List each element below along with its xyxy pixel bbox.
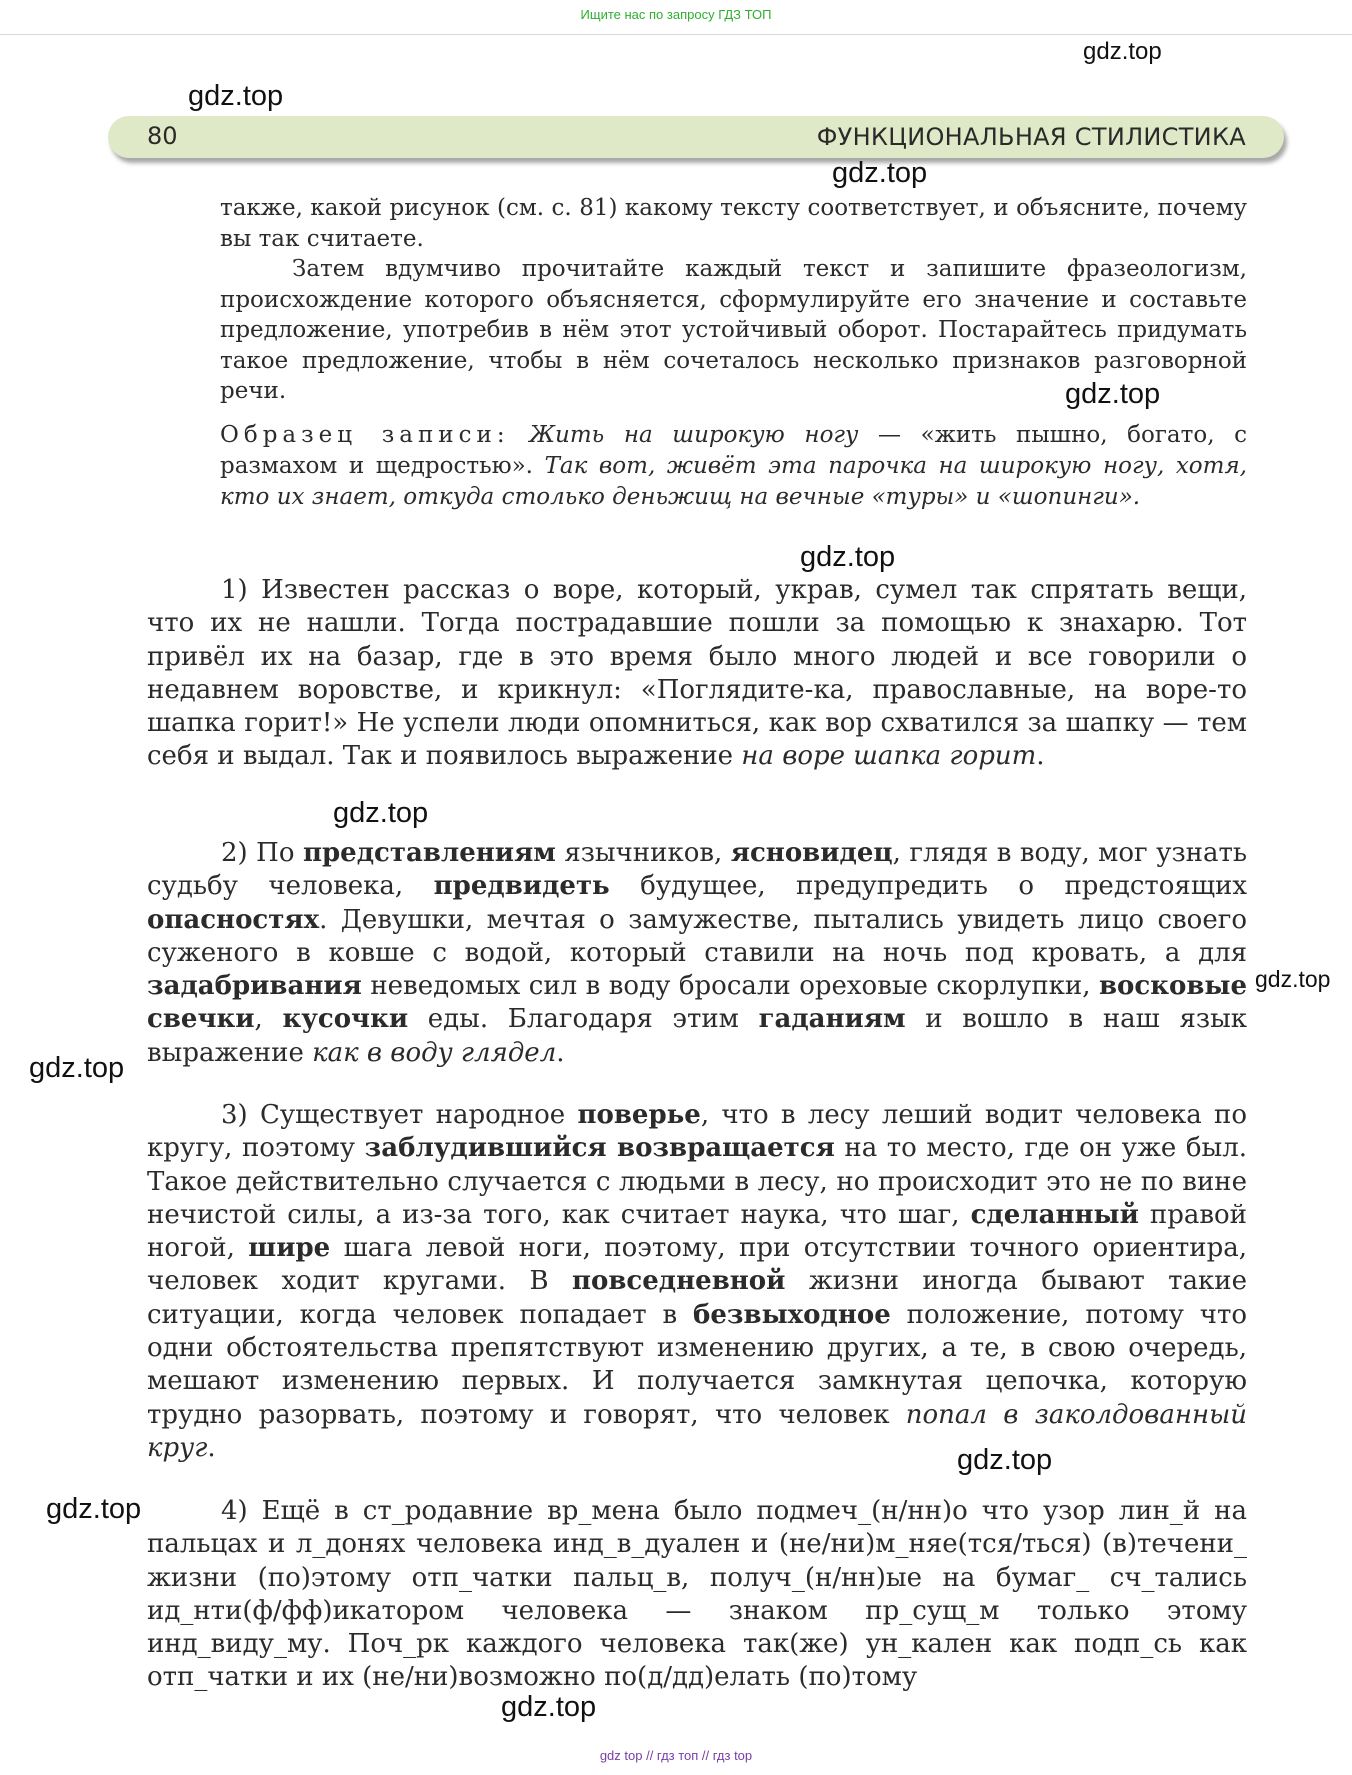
text-2-bold: гаданиям bbox=[758, 1004, 906, 1035]
text-3 bbox=[147, 1099, 1247, 1465]
text-3-run: жизни иногда бывают такие ситуации, когда человек попадает в bbox=[147, 1266, 1247, 1330]
text-2-run: язычников, bbox=[555, 838, 731, 868]
text-4-body: 4) Ещё в ст_родавние вр_мена было подмеч_(н/нн)о что узор лин_й на пальцах и л_донях человека инд_в_дуален и (не/ни)м_няе(тся/ться) (в)течени_ жизни (по)этому отп_чатки пальц_в, получ_(н/нн)ые на бумаг_ сч_тались ид_нти(ф/фф)икатором человека — знаком пр_сущ_м только этому инд_виду_му. Поч_рк каждого человека так(же) ун_кален как подп_сь как отп_чатки и их (не/ни)возможно по(д/дд)елать (по)тому bbox=[147, 1496, 1247, 1693]
text-3-run: шага левой ноги, поэтому, при отсутствии точного ориентира, человек ходит кругами. В bbox=[147, 1233, 1247, 1297]
text-2-run: еды. Благодаря этим bbox=[408, 1004, 759, 1035]
text-2-bold: опасностях bbox=[147, 904, 320, 935]
text-3-bold: повседневной bbox=[571, 1266, 786, 1297]
text-2-run: неведомых сил в воду бросали ореховые скорлупки, bbox=[361, 971, 1099, 1002]
text-2-bold: восковые свечки bbox=[147, 971, 1247, 1035]
text-2-end: . bbox=[556, 1037, 565, 1068]
watermark: gdz.top bbox=[1255, 966, 1331, 992]
top-banner-text: Ищите нас по запросу ГДЗ ТОП bbox=[580, 7, 772, 22]
watermark: gdz.top bbox=[333, 797, 429, 829]
text-1 bbox=[147, 574, 1247, 774]
watermark: gdz.top bbox=[1065, 378, 1161, 410]
text-2-idiom: как в воду глядел bbox=[312, 1037, 557, 1068]
text-3-bold: заблудившийся возвращается bbox=[364, 1133, 835, 1164]
watermark: gdz.top bbox=[957, 1444, 1053, 1476]
text-1-idiom: на воре шапка горит bbox=[741, 741, 1037, 772]
text-3-run: правой ногой, bbox=[147, 1199, 1248, 1264]
watermark: gdz.top bbox=[29, 1052, 125, 1084]
watermark: gdz.top bbox=[501, 1691, 597, 1723]
text-3-bold: безвыходное bbox=[693, 1299, 891, 1330]
watermark: gdz.top bbox=[800, 541, 896, 573]
text-2-run: . Девушки, мечтая о замужестве, пытались увидеть лицо своего суженого в ковше с водой, который ставили на ночь под кровать, а для bbox=[147, 904, 1247, 968]
text-3-run: положение, потому что одни обстоятельства препятствуют изменению других, а те, в свою очередь, мешают изменению первых. И получается замкнутая цепочка, которую трудно разорвать, поэтому и говорят, что человек bbox=[147, 1299, 1248, 1430]
text-1-body: 1) Известен рассказ о воре, который, украв, сумел так спрятать вещи, что их не нашли. Тогда пострадавшие пошли за помощью к знахарю. Тот привёл их на базар, где в это время было много людей и все говорили о недавнем воровстве, и крикнул: «Поглядите-ка, православные, на воре-то шапка горит!» Не успели люди опомниться, как вор схватился за шапку — тем себя и выдал. Так и появилось выражение bbox=[147, 575, 1247, 772]
page-number: 80 bbox=[147, 122, 178, 150]
sample-label: Образец записи: bbox=[220, 422, 510, 448]
text-3-run: , что в лесу леший водит человека по кругу, поэтому bbox=[147, 1100, 1247, 1164]
text-3-bold: шире bbox=[248, 1233, 331, 1264]
text-3-run: 3) Существует народное bbox=[221, 1100, 578, 1130]
watermark: gdz.top bbox=[46, 1493, 142, 1525]
sample-meaning: — «жить пышно, богато, с размахом и щедростью». bbox=[220, 422, 1248, 479]
text-2 bbox=[147, 837, 1247, 1070]
sample-example: Так вот, живёт эта парочка на широкую ногу, хотя, кто их знает, откуда столько деньжищ на вечные «туры» и «шопинги». bbox=[220, 453, 1247, 510]
section-title: ФУНКЦИОНАЛЬНАЯ СТИЛИСТИКА bbox=[816, 123, 1246, 151]
text-2-bold: ясновидец bbox=[730, 838, 893, 868]
bottom-links: gdz top // гдз топ // гдз top bbox=[599, 1748, 753, 1763]
text-2-run: , bbox=[254, 1004, 283, 1035]
watermark: gdz.top bbox=[188, 80, 284, 112]
watermark: gdz.top bbox=[832, 157, 928, 189]
text-2-run: и вошло в наш язык выражение bbox=[147, 1004, 1248, 1068]
intro-line: также, какой рисунок (см. с. 81) какому тексту соответствует, и объясните, почему вы так считаете. bbox=[220, 195, 1247, 252]
intro-instruction: Затем вдумчиво прочитайте каждый текст и запишите фразеологизм, происхождение которого объясняется, сформулируйте его значение и составьте предложение, употребив в нём этот устойчивый оборот. Постарайтесь придумать такое предложение, чтобы в нём сочеталось несколько признаков разговорной речи. bbox=[220, 256, 1247, 404]
sample-phrase: Жить на широкую ногу bbox=[529, 422, 859, 448]
text-2-bold: предвидеть bbox=[433, 871, 610, 902]
text-2-run: , глядя в воду, мог узнать судьбу человека, bbox=[147, 838, 1247, 902]
text-2-bold: кусочки bbox=[282, 1004, 409, 1035]
text-2-bold: представлениям bbox=[302, 838, 556, 868]
text-2-run: 2) По bbox=[221, 838, 303, 868]
text-3-bold: поверье bbox=[577, 1100, 701, 1130]
text-4 bbox=[147, 1495, 1247, 1695]
text-3-idiom: попал в заколдованный круг bbox=[147, 1399, 1247, 1463]
text-3-run: на то место, где он уже был. Такое действительно случается с людьми в лесу, но происходит это не по вине нечистой силы, а из-за того, как считает наука, что шаг, bbox=[147, 1133, 1247, 1230]
text-2-bold: задабривания bbox=[147, 971, 362, 1002]
text-1-end: . bbox=[1036, 741, 1045, 772]
text-3-bold: сделанный bbox=[970, 1199, 1139, 1230]
intro-paragraph bbox=[220, 193, 1247, 407]
sample-note bbox=[220, 420, 1247, 513]
text-2-run: будущее, предупредить о предстоящих bbox=[609, 871, 1247, 902]
watermark: gdz.top bbox=[1083, 38, 1162, 65]
text-3-end: . bbox=[207, 1432, 216, 1463]
top-banner bbox=[0, 0, 1352, 35]
